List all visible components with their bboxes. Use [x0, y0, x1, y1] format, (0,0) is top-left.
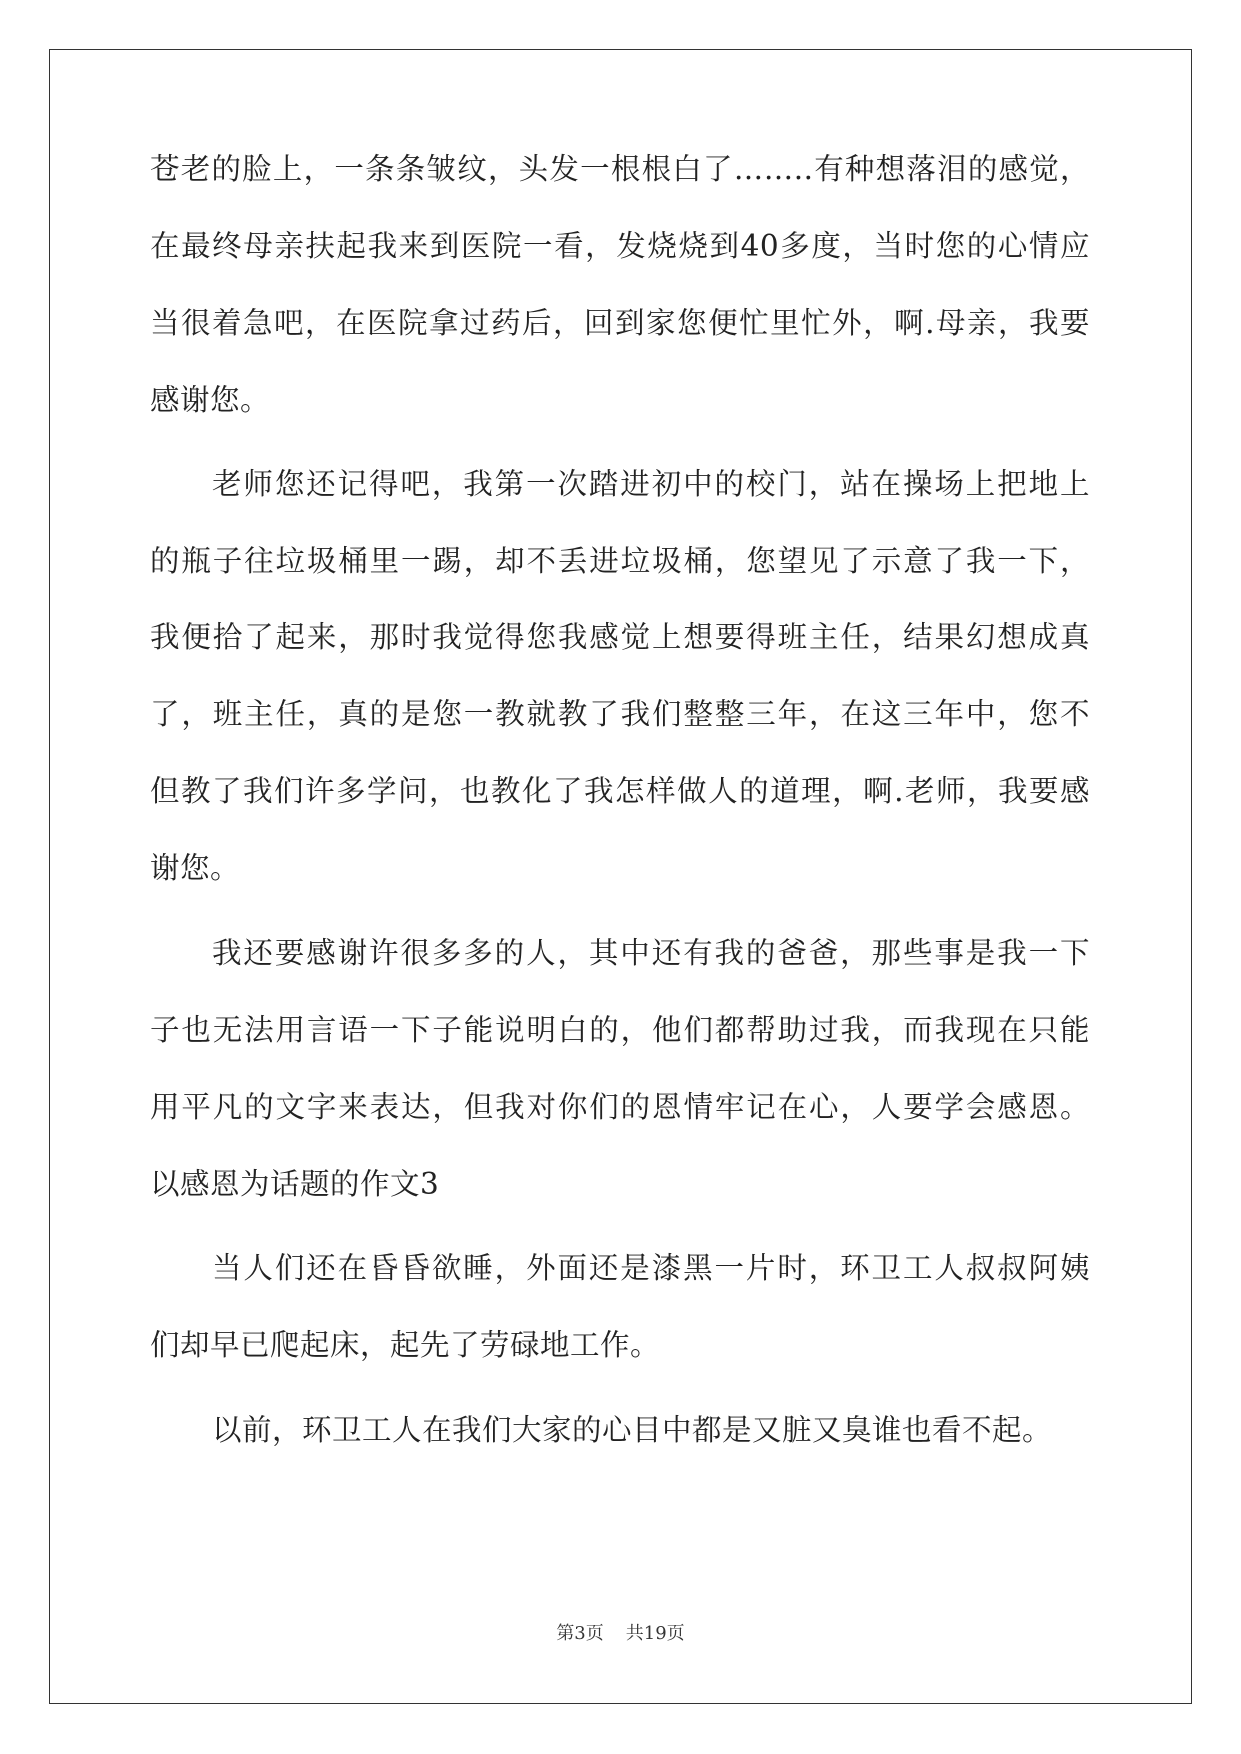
paragraph-first-line: 我还要感谢许很多多的人，其中还有我的爸爸，那些事是我一下: [212, 936, 1090, 970]
text-line: 感谢您。: [150, 383, 271, 417]
text-line: 但教了我们许多学问，也教化了我怎样做人的道理，啊.老师，我要感: [150, 774, 1090, 808]
text-line: 的瓶子往垃圾桶里一踢，却不丢进垃圾桶，您望见了示意了我一下，: [150, 544, 1090, 578]
page-footer: [0, 1622, 1241, 1646]
paragraph-first-line: 当人们还在昏昏欲睡，外面还是漆黑一片时，环卫工人叔叔阿姨: [212, 1251, 1090, 1285]
text-line: 用平凡的文字来表达，但我对你们的恩情牢记在心，人要学会感恩。: [150, 1090, 1090, 1124]
page-total: 共19页: [625, 1623, 685, 1644]
text-line: 苍老的脸上，一条条皱纹，头发一根根白了……..有种想落泪的感觉，: [150, 152, 1090, 186]
text-line: 在最终母亲扶起我来到医院一看，发烧烧到40多度，当时您的心情应: [150, 229, 1090, 263]
text-line: 们却早已爬起床，起先了劳碌地工作。: [150, 1328, 661, 1362]
page-number: 第3页: [556, 1623, 604, 1644]
text-line: 当很着急吧，在医院拿过药后，回到家您便忙里忙外，啊.母亲，我要: [150, 306, 1090, 340]
paragraph-first-line: 以前，环卫工人在我们大家的心目中都是又脏又臭谁也看不起。: [212, 1413, 1053, 1447]
paragraph-first-line: 老师您还记得吧，我第一次踏进初中的校门，站在操场上把地上: [212, 467, 1090, 501]
text-line: 我便拾了起来，那时我觉得您我感觉上想要得班主任，结果幻想成真: [150, 620, 1090, 654]
text-line: 子也无法用言语一下子能说明白的，他们都帮助过我，而我现在只能: [150, 1013, 1090, 1047]
text-line: 了，班主任，真的是您一教就教了我们整整三年，在这三年中，您不: [150, 697, 1090, 731]
section-heading: 以感恩为话题的作文3: [150, 1167, 440, 1201]
text-line: 谢您。: [150, 851, 241, 885]
